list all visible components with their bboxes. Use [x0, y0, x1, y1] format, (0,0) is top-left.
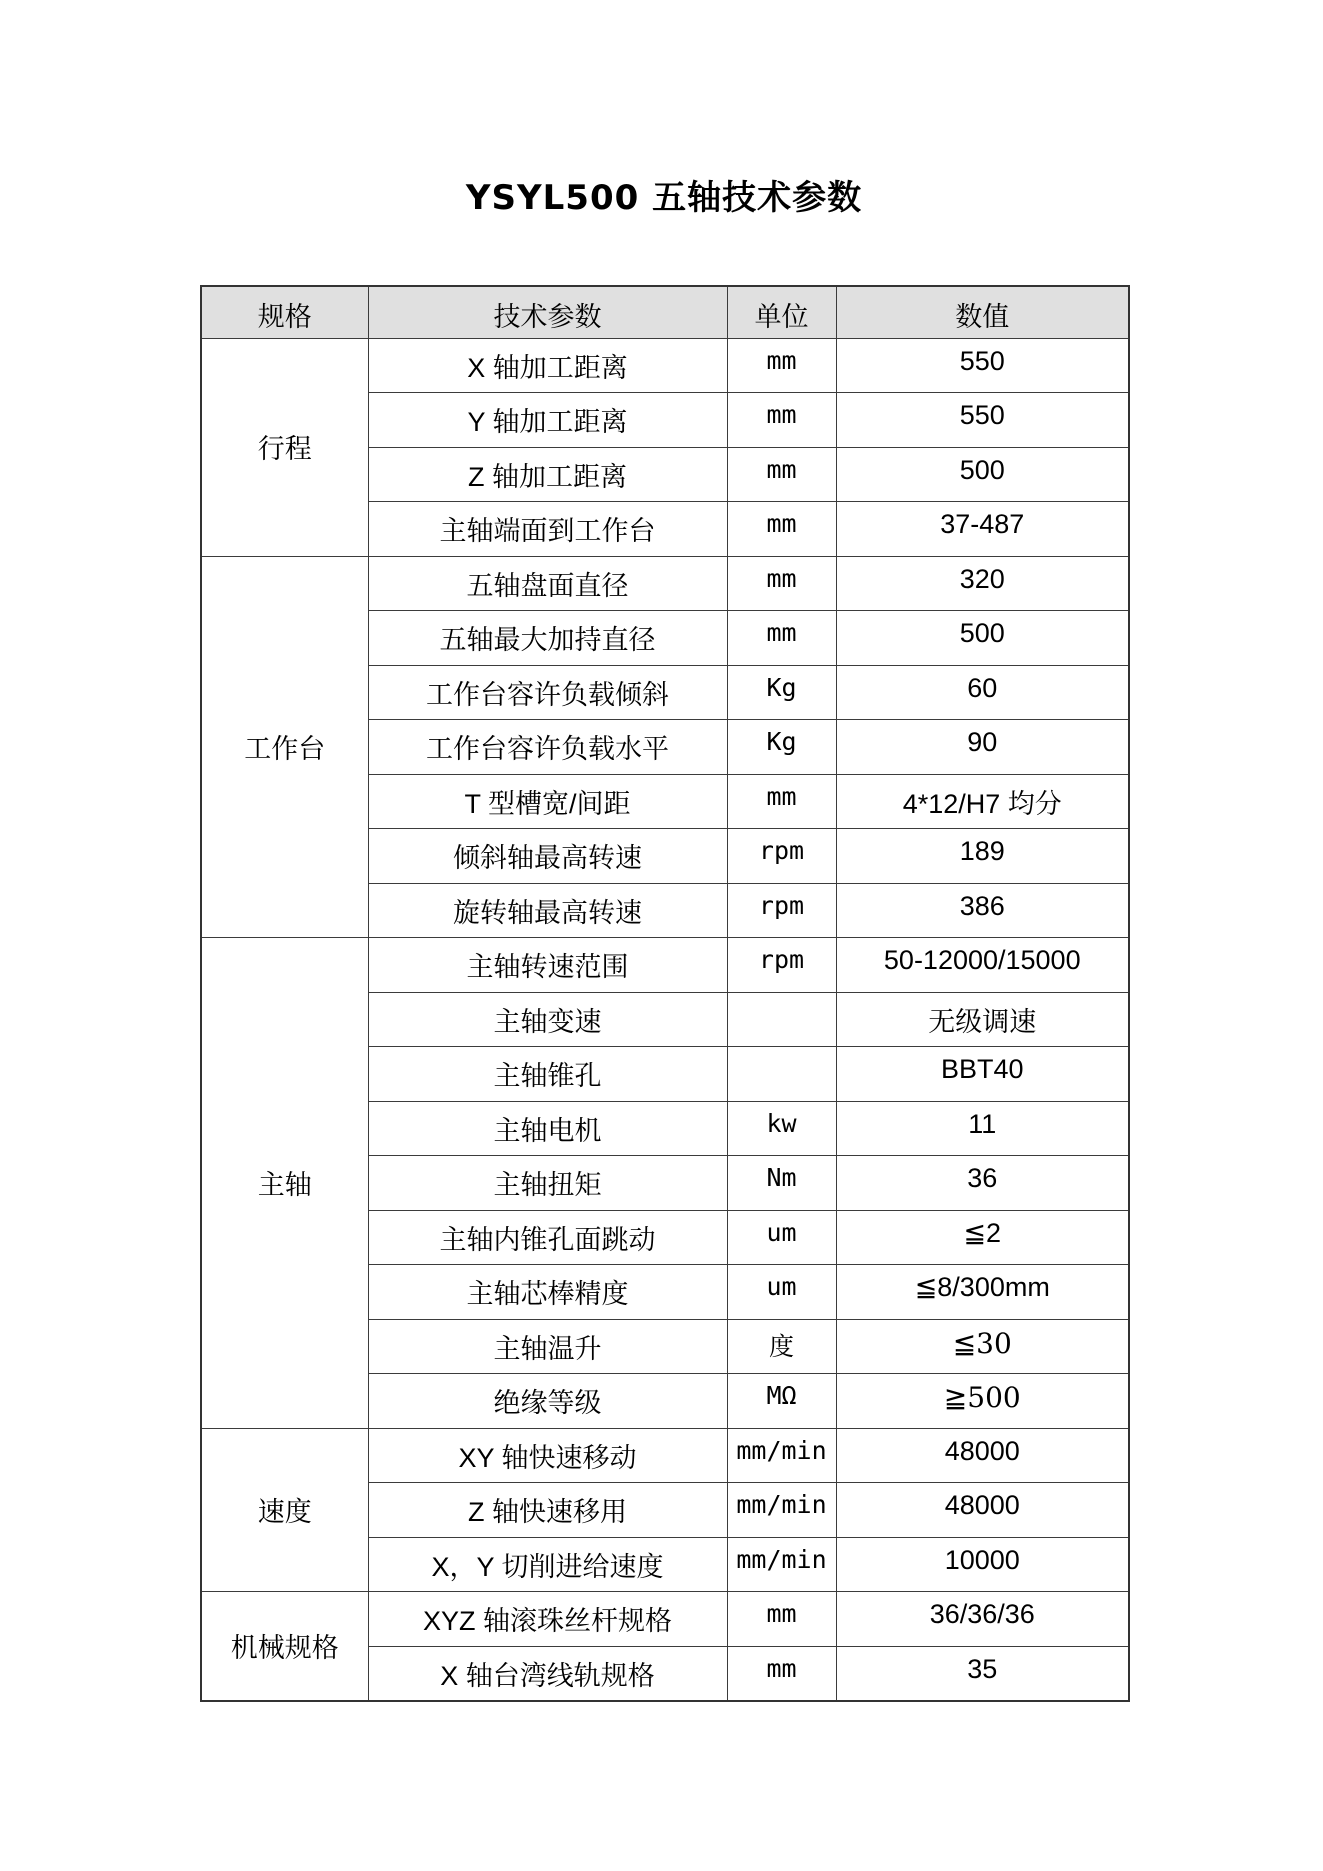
unit-label: Kg [727, 720, 836, 775]
unit-label [727, 1047, 836, 1102]
table-row [201, 1428, 1129, 1483]
unit-label: mm/min [727, 1537, 836, 1592]
table-row [201, 338, 1129, 393]
unit-label: mm [727, 447, 836, 502]
unit-label: mm [727, 338, 836, 393]
param-name: 主轴内锥孔面跳动 [368, 1210, 727, 1265]
param-name: 绝缘等级 [368, 1374, 727, 1429]
param-name: 主轴转速范围 [368, 938, 727, 993]
spec-group-label: 机械规格 [201, 1592, 368, 1701]
param-name: XYZ 轴滚珠丝杆规格 [368, 1592, 727, 1647]
value-text: 4*12/H7 均分 [836, 774, 1129, 829]
param-name: 主轴温升 [368, 1319, 727, 1374]
page-title: YSYL500 五轴技术参数 [465, 178, 863, 218]
value-text: 60 [836, 665, 1129, 720]
unit-label: mm [727, 774, 836, 829]
unit-label: mm [727, 556, 836, 611]
value-text: 50-12000/15000 [836, 938, 1129, 993]
spec-group-label: 速度 [201, 1428, 368, 1592]
column-header-param: 技术参数 [368, 286, 727, 338]
table-row [201, 1592, 1129, 1647]
value-text: 500 [836, 611, 1129, 666]
param-name: Y 轴加工距离 [368, 393, 727, 448]
value-text: 48000 [836, 1483, 1129, 1538]
param-name: 五轴盘面直径 [368, 556, 727, 611]
unit-label: mm/min [727, 1428, 836, 1483]
param-name: XY 轴快速移动 [368, 1428, 727, 1483]
param-name: X 轴台湾线轨规格 [368, 1646, 727, 1701]
value-text: 550 [836, 393, 1129, 448]
param-name: X，Y 切削进给速度 [368, 1537, 727, 1592]
param-name: 倾斜轴最高转速 [368, 829, 727, 884]
document-page [200, 0, 1128, 1702]
value-text: 90 [836, 720, 1129, 775]
param-name: Z 轴快速移用 [368, 1483, 727, 1538]
unit-label: Nm [727, 1156, 836, 1211]
unit-label: mm [727, 611, 836, 666]
param-name: 主轴变速 [368, 992, 727, 1047]
value-text: 37-487 [836, 502, 1129, 557]
unit-label: rpm [727, 938, 836, 993]
value-text: ≦30 [836, 1319, 1129, 1374]
param-name: 主轴锥孔 [368, 1047, 727, 1102]
unit-label: kw [727, 1101, 836, 1156]
unit-label: rpm [727, 829, 836, 884]
param-name: X 轴加工距离 [368, 338, 727, 393]
spec-table-body [201, 338, 1129, 1701]
param-name: Z 轴加工距离 [368, 447, 727, 502]
spec-group-label: 主轴 [201, 938, 368, 1429]
param-name: 旋转轴最高转速 [368, 883, 727, 938]
param-name: 工作台容许负载倾斜 [368, 665, 727, 720]
unit-label: Kg [727, 665, 836, 720]
unit-label: mm [727, 502, 836, 557]
param-name: 主轴芯棒精度 [368, 1265, 727, 1320]
value-text: BBT40 [836, 1047, 1129, 1102]
spec-table [200, 285, 1130, 1702]
spec-group-label: 行程 [201, 338, 368, 556]
unit-label: MΩ [727, 1374, 836, 1429]
unit-label: mm/min [727, 1483, 836, 1538]
unit-label: um [727, 1265, 836, 1320]
header-row [201, 286, 1129, 338]
unit-label [727, 992, 836, 1047]
param-name: T 型槽宽/间距 [368, 774, 727, 829]
unit-label: rpm [727, 883, 836, 938]
spec-table-header [201, 286, 1129, 338]
unit-label: mm [727, 393, 836, 448]
value-text: 320 [836, 556, 1129, 611]
table-row [201, 556, 1129, 611]
column-header-value: 数值 [836, 286, 1129, 338]
value-text: 386 [836, 883, 1129, 938]
value-text: 35 [836, 1646, 1129, 1701]
spec-group-label: 工作台 [201, 556, 368, 938]
column-header-spec: 规格 [201, 286, 368, 338]
unit-label: mm [727, 1592, 836, 1647]
unit-label: 度 [727, 1319, 836, 1374]
value-text: 189 [836, 829, 1129, 884]
table-row [201, 938, 1129, 993]
value-text: ≧500 [836, 1374, 1129, 1429]
param-name: 五轴最大加持直径 [368, 611, 727, 666]
unit-label: mm [727, 1646, 836, 1701]
value-text: 36/36/36 [836, 1592, 1129, 1647]
param-name: 主轴电机 [368, 1101, 727, 1156]
value-text: 10000 [836, 1537, 1129, 1592]
param-name: 主轴端面到工作台 [368, 502, 727, 557]
value-text: 11 [836, 1101, 1129, 1156]
value-text: ≦8/300mm [836, 1265, 1129, 1320]
value-text: 无级调速 [836, 992, 1129, 1047]
column-header-unit: 单位 [727, 286, 836, 338]
value-text: 550 [836, 338, 1129, 393]
value-text: 36 [836, 1156, 1129, 1211]
value-text: 48000 [836, 1428, 1129, 1483]
value-text: 500 [836, 447, 1129, 502]
param-name: 工作台容许负载水平 [368, 720, 727, 775]
unit-label: um [727, 1210, 836, 1265]
param-name: 主轴扭矩 [368, 1156, 727, 1211]
value-text: ≦2 [836, 1210, 1129, 1265]
